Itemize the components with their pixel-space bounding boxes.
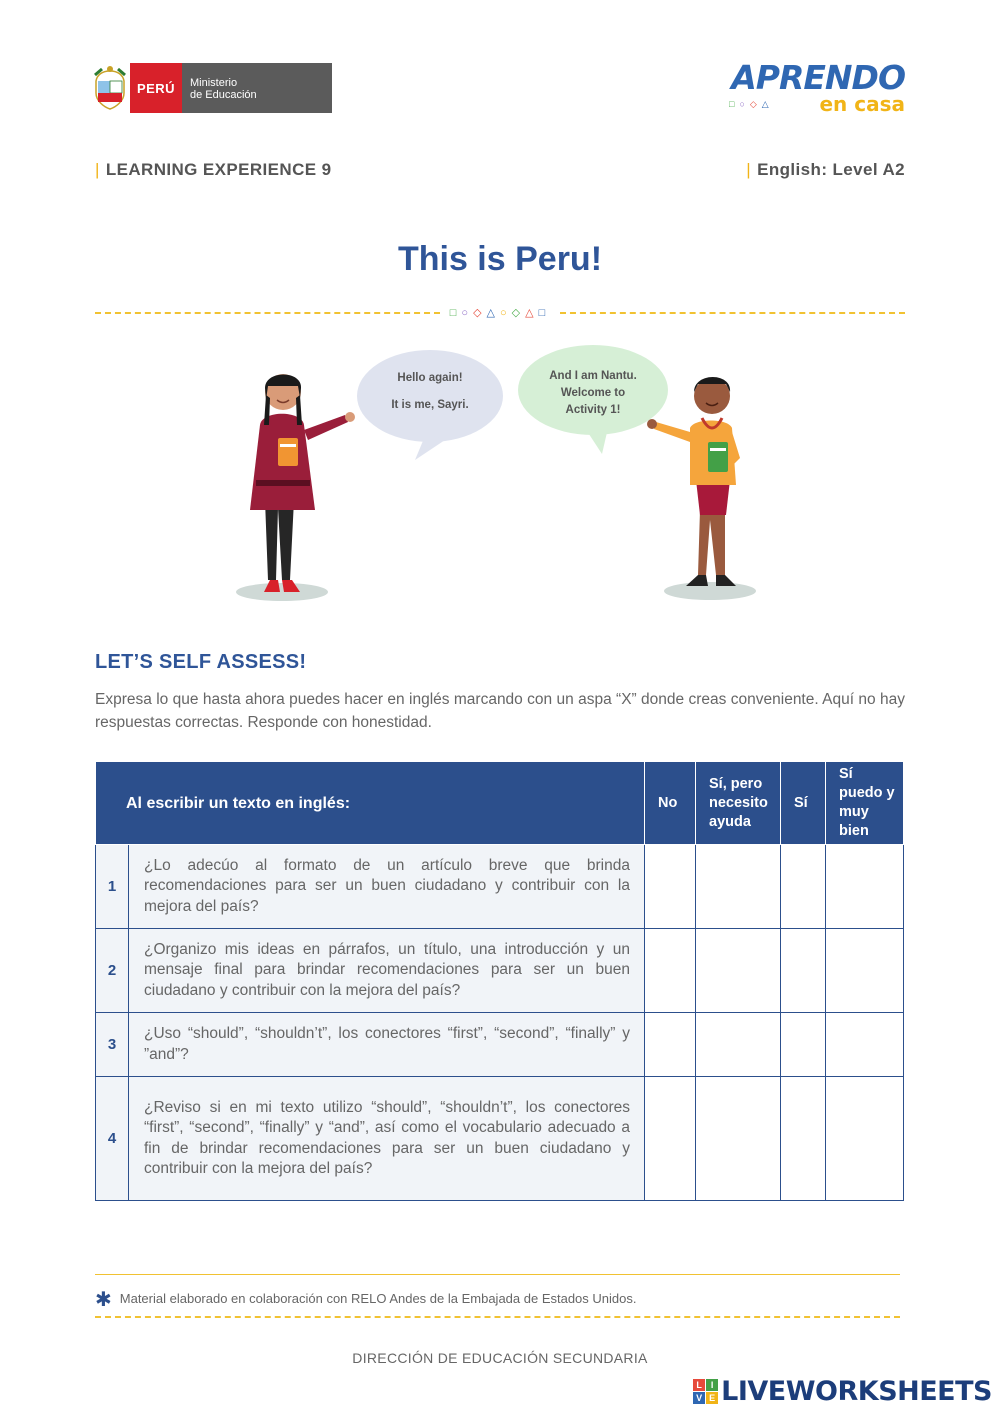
footer-note-text: Material elaborado en colaboración con RELO Andes de la Embajada de Estados Unidos. bbox=[119, 1290, 637, 1306]
header-option-very-well: Sí puedo y muy bien bbox=[826, 762, 904, 845]
answer-cell-needs-help[interactable] bbox=[696, 1013, 781, 1077]
self-assess-intro: Expresa lo que hasta ahora puedes hacer en inglés marcando con un aspa “X” donde creas conveniente. Aquí no hay respuestas correctas. Responde con honestidad. bbox=[95, 691, 905, 731]
answer-cell-no[interactable] bbox=[645, 1077, 696, 1201]
row-question: ¿Lo adecúo al formato de un artículo breve que brinda recomendaciones para ser un buen ciudadano y contribuir con la mejora del país? bbox=[129, 845, 645, 929]
row-number: 3 bbox=[96, 1013, 129, 1077]
ministry-label bbox=[182, 63, 332, 113]
answer-cell-no[interactable] bbox=[645, 1013, 696, 1077]
aprendo-title: APRENDO bbox=[731, 58, 905, 97]
liveworksheets-logo-icon: L I V E bbox=[693, 1379, 718, 1404]
footer-dashed-divider bbox=[95, 1316, 900, 1318]
shapes-icon: □○◇△ bbox=[729, 98, 774, 109]
liveworksheets-watermark bbox=[693, 1376, 992, 1407]
header-option-no: No bbox=[645, 762, 696, 845]
en-casa-subtitle: en casa bbox=[819, 92, 905, 116]
ministry-line-1: Ministerio bbox=[190, 77, 238, 89]
answer-cell-yes[interactable] bbox=[781, 845, 826, 929]
level-label: | English: Level A2 bbox=[746, 160, 905, 179]
table-row bbox=[96, 1013, 904, 1077]
peru-label: PERÚ bbox=[130, 63, 182, 113]
bubble-right bbox=[533, 368, 653, 419]
decorative-divider bbox=[95, 306, 905, 320]
answer-cell-yes[interactable] bbox=[781, 1013, 826, 1077]
answer-cell-no[interactable] bbox=[645, 845, 696, 929]
liveworksheets-text: LIVEWORKSHEETS bbox=[721, 1376, 992, 1407]
row-question: ¿Reviso si en mi texto utilizo “should”, “shouldn’t”, los conectores “first”, “second”, “finally” y “and”, así como el vocabulario adecuado a fin de brindar recomendaciones para ser un buen ciudadano y contribuir con la mejora del país? bbox=[129, 1077, 645, 1201]
table-row bbox=[96, 929, 904, 1013]
footer-divider bbox=[95, 1274, 900, 1275]
answer-cell-very-well[interactable] bbox=[826, 1077, 904, 1201]
characters-illustration bbox=[220, 340, 780, 610]
bubble-right-line-3: Activity 1! bbox=[565, 404, 621, 416]
answer-cell-needs-help[interactable] bbox=[696, 1077, 781, 1201]
bubble-left bbox=[370, 370, 490, 414]
self-assess-title: LET’S SELF ASSESS! bbox=[95, 651, 307, 673]
header-option-needs-help: Sí, pero necesito ayuda bbox=[696, 762, 781, 845]
answer-cell-needs-help[interactable] bbox=[696, 845, 781, 929]
bubble-right-line-1: And I am Nantu. bbox=[549, 370, 637, 382]
answer-cell-needs-help[interactable] bbox=[696, 929, 781, 1013]
bubble-right-line-2: Welcome to bbox=[560, 387, 626, 399]
footer-direction: DIRECCIÓN DE EDUCACIÓN SECUNDARIA bbox=[352, 1350, 648, 1366]
row-question: ¿Uso “should”, “shouldn’t”, los conectores “first”, “second”, “finally” y ”and”? bbox=[129, 1013, 645, 1077]
row-number: 2 bbox=[96, 929, 129, 1013]
row-question: ¿Organizo mis ideas en párrafos, un título, una introducción y un mensaje final para brindar recomendaciones para ser un buen ciudadano y contribuir con la mejora del país? bbox=[129, 929, 645, 1013]
footer-note bbox=[95, 1287, 636, 1312]
table-row bbox=[96, 1077, 904, 1201]
coat-of-arms-icon bbox=[90, 63, 130, 113]
row-number: 1 bbox=[96, 845, 129, 929]
illustration bbox=[220, 340, 780, 610]
bubble-left-line-1: Hello again! bbox=[397, 372, 463, 384]
answer-cell-no[interactable] bbox=[645, 929, 696, 1013]
header-option-yes: Sí bbox=[781, 762, 826, 845]
answer-cell-yes[interactable] bbox=[781, 1077, 826, 1201]
shapes-icon: □○◇△○◇△□ bbox=[449, 307, 551, 319]
level-text: English: Level A2 bbox=[757, 160, 905, 179]
table-row bbox=[96, 845, 904, 929]
answer-cell-very-well[interactable] bbox=[826, 1013, 904, 1077]
page-title: This is Peru! bbox=[397, 240, 603, 278]
learning-experience-label: | LEARNING EXPERIENCE 9 bbox=[95, 160, 332, 179]
girl-sayri bbox=[250, 374, 355, 592]
ministry-line-2: de Educación bbox=[190, 89, 257, 101]
answer-cell-very-well[interactable] bbox=[826, 845, 904, 929]
government-logo bbox=[90, 63, 332, 113]
row-number: 4 bbox=[96, 1077, 129, 1201]
asterisk-icon: ✱ bbox=[95, 1289, 112, 1311]
table-header-row bbox=[96, 762, 904, 845]
learning-experience-text: LEARNING EXPERIENCE 9 bbox=[105, 160, 332, 179]
bubble-left-line-2: It is me, Sayri. bbox=[391, 399, 469, 411]
aprendo-en-casa-logo bbox=[727, 60, 905, 116]
self-assessment-table bbox=[95, 761, 904, 1201]
answer-cell-very-well[interactable] bbox=[826, 929, 904, 1013]
answer-cell-yes[interactable] bbox=[781, 929, 826, 1013]
header-main: Al escribir un texto en inglés: bbox=[96, 762, 645, 845]
